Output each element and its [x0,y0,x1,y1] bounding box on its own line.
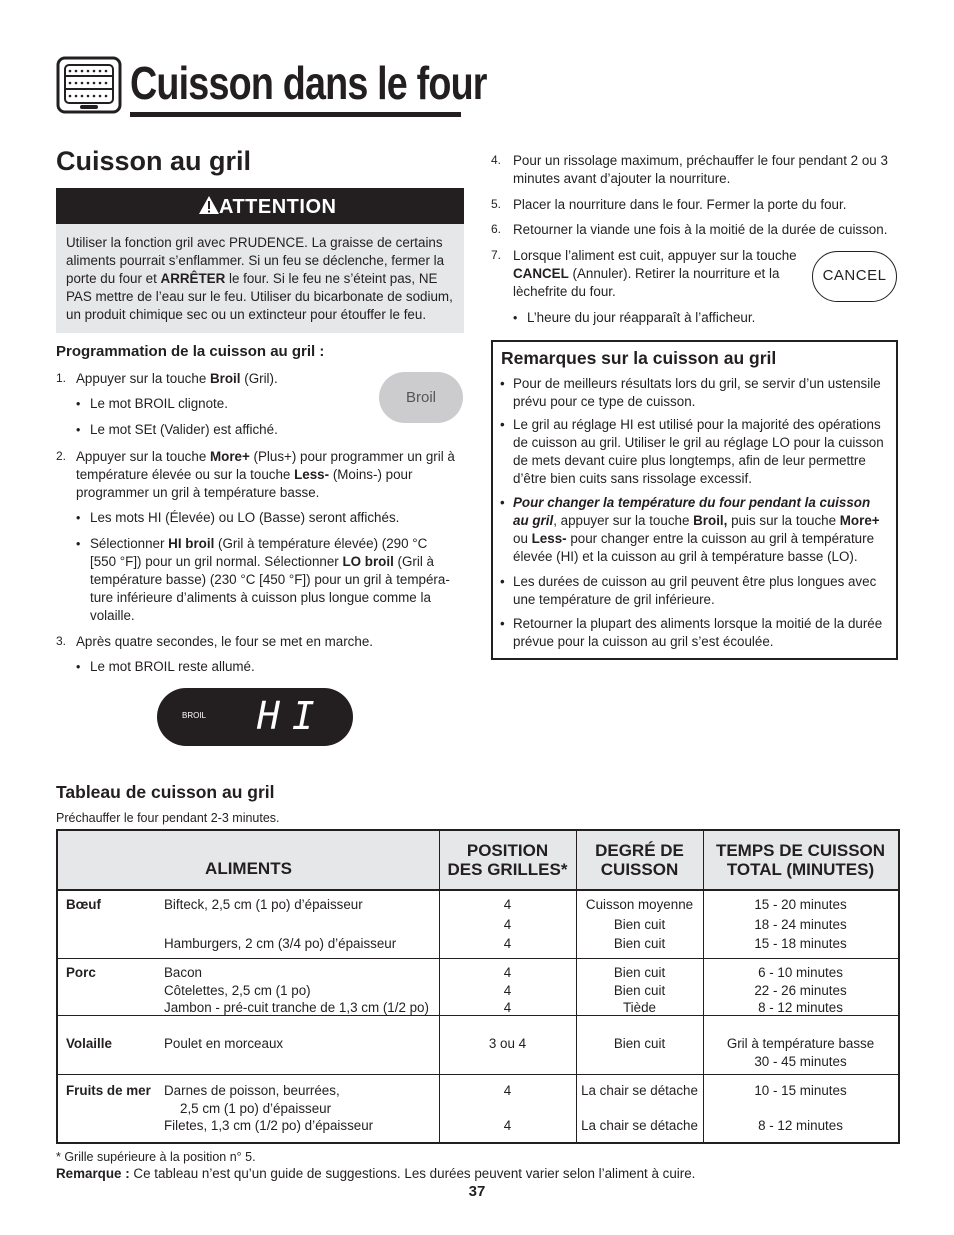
degree-value: Tiède [623,1000,656,1015]
list-item: • [76,537,81,551]
step-7-text: Lorsque l’aliment est cuit, appuyer sur la touche CANCEL (Annuler). Retirer la nourriture et la lèchefrite du four. [513,248,797,299]
page-title: Cuisson dans le four [130,57,487,109]
time-value: 15 - 20 minutes [754,897,847,912]
step-number: 3. [56,634,67,648]
time-value: 10 - 15 minutes [754,1083,847,1098]
oven-icon [56,56,122,114]
position-value: 4 [503,936,512,951]
food-item: Bifteck, 2,5 cm (1 po) d’épaisseur [164,897,363,912]
footnote: * Grille supérieure à la position n° 5. [56,1150,256,1164]
display-label: BROIL [182,711,207,720]
position-value: 3 ou 4 [488,1036,527,1051]
title-underline [130,112,461,117]
time-value: 30 - 45 minutes [754,1054,847,1069]
list-item: • Pour changer la température du four pendant la cuisson au gril, appuyer sur la touche Broil, puis sur la touche More+ ou Less- pour changer entre la cuisson au gril à température élevée (HI) et la cuisson au gril à température basse (LO). [500,495,880,564]
programming-heading: Programmation de la cuisson au gril : [56,343,325,360]
time-value: 22 - 26 minutes [754,983,847,998]
step-1-text: Appuyer sur la touche Broil (Gril). [76,371,278,386]
cancel-button[interactable]: CANCEL [812,251,897,302]
column-header-food: ALIMENTS [205,859,292,878]
attention-header [56,188,464,224]
step-number: 1. [56,371,67,385]
list-item: • [76,660,81,674]
list-item: • [513,311,518,325]
degree-value: Bien cuit [613,917,666,932]
page-number: 37 [468,1183,486,1200]
time-value: 15 - 18 minutes [754,936,847,951]
food-item: Bacon [164,965,202,980]
table-heading: Tableau de cuisson au gril [56,782,275,802]
degree-value: Bien cuit [613,1036,666,1051]
oven-display [157,688,353,746]
list-item: • Le gril au réglage HI est utilisé pour la majorité des opérations de cuisson au gril. Utiliser le gril au réglage LO pour la cuisson de mets devant cuire plus longtemps, afin de leur permettre d’être bien cuits sans rissolage excessif. [500,417,884,486]
step-number: 4. [491,153,502,167]
degree-value: Cuisson moyenne [585,897,694,912]
step-1-bullet-2: Le mot SEt (Valider) est affiché. [90,422,278,437]
food-item: Jambon - pré-cuit tranche de 1,3 cm (1/2 po) [164,1000,429,1015]
time-value: Gril à température basse [726,1036,875,1051]
time-value: 6 - 10 minutes [758,965,843,980]
list-item: • [76,511,81,525]
position-value: 4 [503,1000,512,1015]
step-4-text: Pour un rissolage maximum, préchauffer le four pendant 2 ou 3 minutes avant d’ajouter la nourriture. [513,153,888,186]
list-item: • [76,397,81,411]
time-value: 18 - 24 minutes [754,917,847,932]
attention-text: Utiliser la fonction gril avec PRUDENCE. La graisse de certains aliments pourrait s’enflammer. Si un feu se déclenche, fermer la porte du four et ARRÊTER le four. Si le feu ne s’éteint pas, NE PAS mettre de l’eau sur le feu. Utiliser du bicarbonate de sodium, un produit chimique sec ou un extincteur pour étouffer le feu. [66,235,453,322]
attention-body [56,224,464,333]
remarks-box [491,340,898,660]
food-item: Poulet en morceaux [164,1036,284,1051]
remark-text: Remarque : Ce tableau n’est qu’un guide de suggestions. Les durées peuvent varier selon l’aliment à cuire. [56,1166,696,1181]
time-value: 8 - 12 minutes [758,1000,843,1015]
broil-button[interactable]: Broil [379,372,463,423]
time-value: 8 - 12 minutes [758,1118,843,1133]
step-number: 2. [56,449,67,463]
remarks-title: Remarques sur la cuisson au gril [501,348,777,368]
food-item: Darnes de poisson, beurrées, [164,1083,340,1098]
table-subheading: Préchauffer le four pendant 2-3 minutes. [56,811,280,825]
degree-value: Bien cuit [613,965,666,980]
degree-value: La chair se détache [581,1083,698,1098]
degree-value: Bien cuit [613,983,666,998]
table-row: Bœuf [66,897,101,912]
position-value: 4 [503,1118,512,1133]
food-item: Filetes, 1,3 cm (1/2 po) d’épaisseur [164,1118,374,1133]
step-number: 5. [491,197,502,211]
attention-label: ATTENTION [219,196,337,218]
warning-triangle-icon [198,195,220,215]
table-row: Volaille [66,1036,112,1051]
step-1-bullet-1: Le mot BROIL clignote. [90,396,228,411]
step-2-bullet-1: Les mots HI (Élevée) ou LO (Basse) seront affichés. [90,510,400,525]
list-item: • Les durées de cuisson au gril peuvent être plus longues avec une température de gril inférieure. [500,574,877,607]
step-2-bullet-2: Sélectionner HI broil (Gril à température élevée) (290 °C [550 °F]) pour un gril normal. Sélectionner LO broil (Gril à température basse) (230 °C [450 °F]) pour un gril à température inférieure d’aliments à cuisson plus longue comme la volaille. [90,536,450,623]
step-6-text: Retourner la viande une fois à la moitié de la durée de cuisson. [513,222,888,237]
broil-table [56,829,900,1144]
section-title: Cuisson au gril [56,146,252,176]
display-value: HI [257,694,327,738]
position-value: 4 [503,897,512,912]
food-item: Hamburgers, 2 cm (3/4 po) d’épaisseur [164,936,397,951]
column-header-time: TEMPS DE CUISSON TOTAL (MINUTES) [715,841,886,879]
step-7-bullet: L’heure du jour réapparaît à l’afficheur. [527,310,756,325]
list-item: • Retourner la plupart des aliments lorsque la moitié de la durée prévue pour la cuisson au gril s’est écoulée. [500,616,883,649]
column-header-position: POSITION DES GRILLES* [447,841,568,879]
list-item: • Pour de meilleurs résultats lors du gril, se servir d’un ustensile prévu pour ce type de cuisson. [500,376,881,409]
list-item: • [76,423,81,437]
step-3-bullet: Le mot BROIL reste allumé. [90,659,255,674]
position-value: 4 [503,965,512,980]
degree-value: Bien cuit [613,936,666,951]
degree-value: La chair se détache [581,1118,698,1133]
step-2-text: Appuyer sur la touche More+ (Plus+) pour programmer un gril à température élevée ou sur la touche Less- (Moins-) pour programmer un gril à température basse. [76,449,455,500]
food-item: 2,5 cm (1 po) d’épaisseur [180,1101,332,1116]
step-number: 7. [491,248,502,262]
column-header-degree: DEGRÉ DE CUISSON [595,841,684,879]
position-value: 4 [503,917,512,932]
table-row: Fruits de mer [66,1083,151,1098]
food-item: Côtelettes, 2,5 cm (1 po) [164,983,311,998]
step-number: 6. [491,222,502,236]
position-value: 4 [503,1083,512,1098]
step-3-text: Après quatre secondes, le four se met en marche. [76,634,373,649]
step-5-text: Placer la nourriture dans le four. Fermer la porte du four. [513,197,847,212]
position-value: 4 [503,983,512,998]
table-row: Porc [66,965,96,980]
